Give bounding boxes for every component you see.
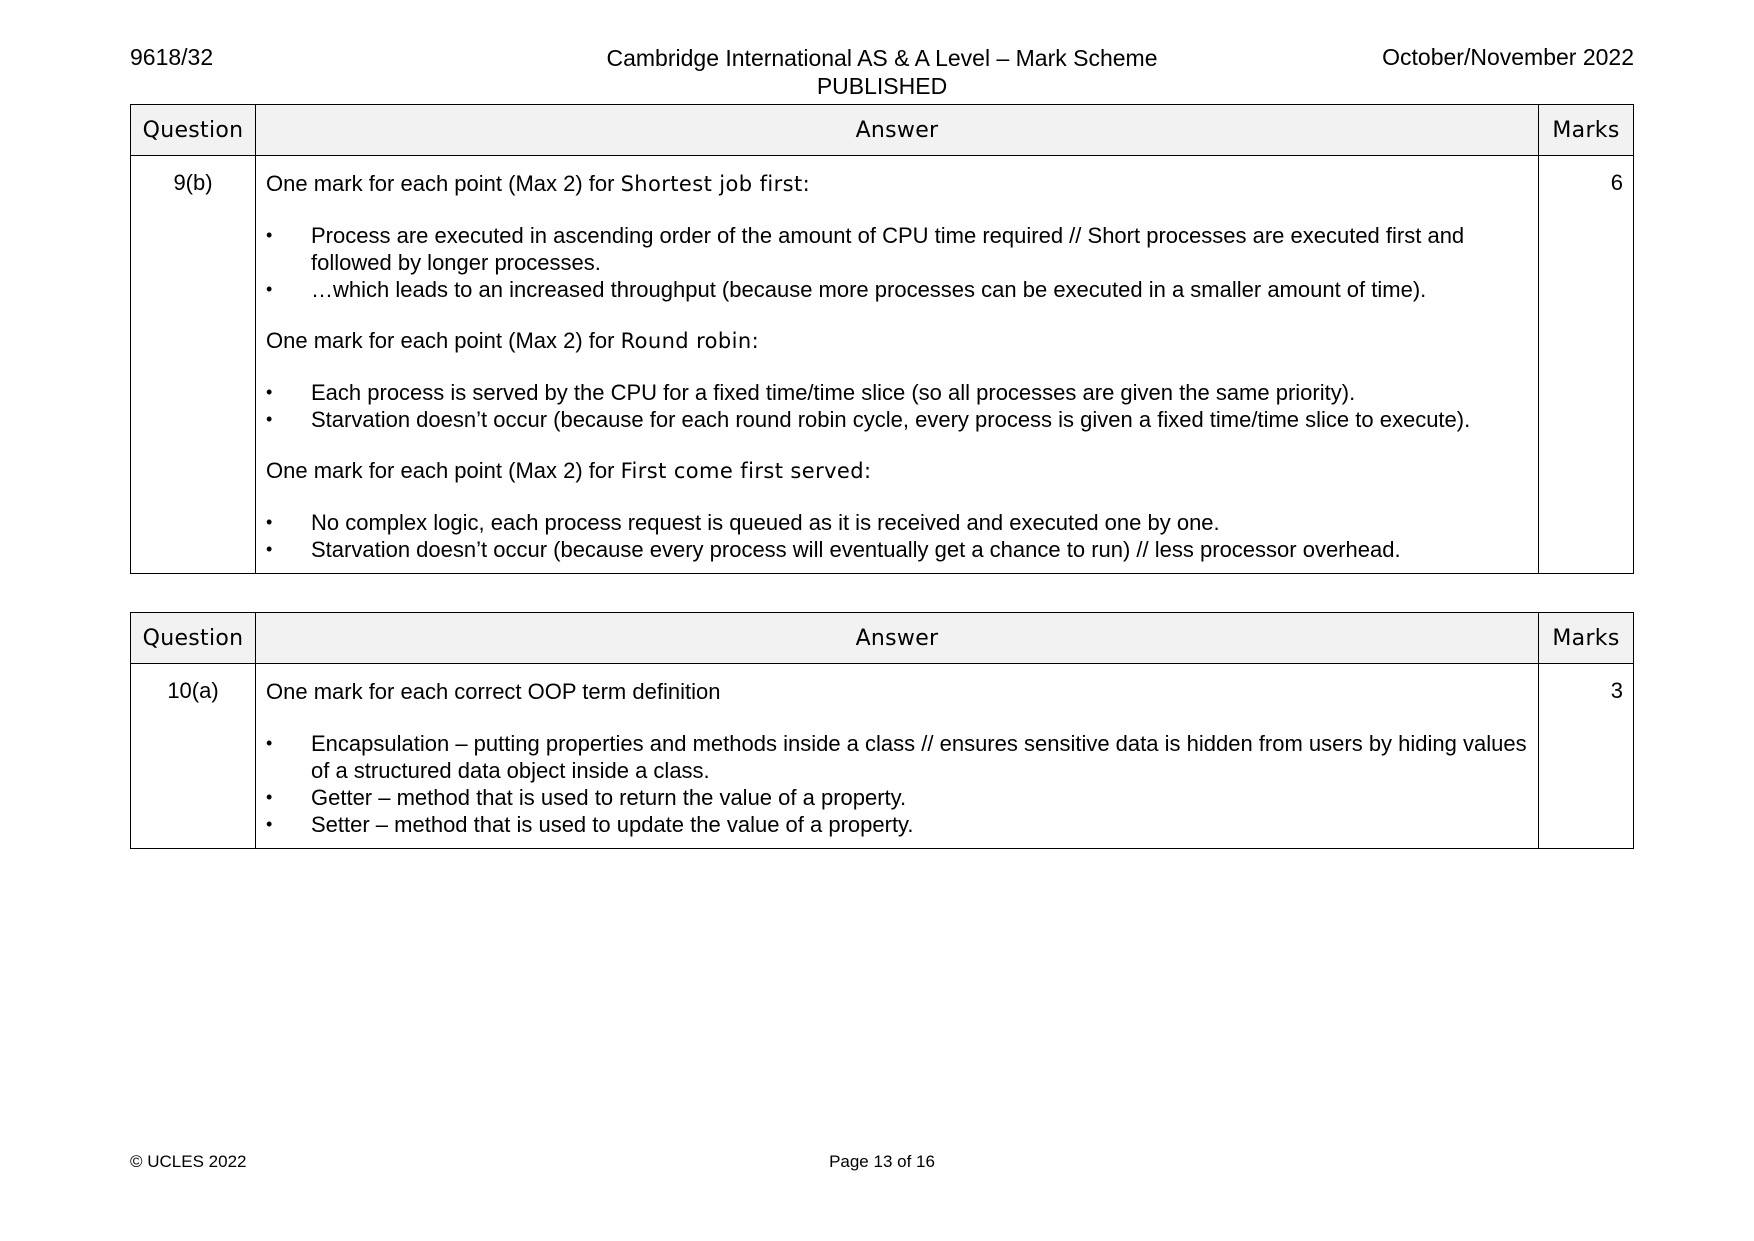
bullet-list	[266, 509, 1528, 563]
list-item: • Starvation doesn’t occur (because every process will eventually get a chance to run) // less processor overhead.	[266, 536, 1528, 563]
question-number: 9(b)	[131, 156, 256, 574]
table-header-row	[131, 105, 1634, 156]
bullet-list	[266, 730, 1528, 838]
mark-scheme-table-9b	[130, 104, 1634, 574]
bullet-list	[266, 222, 1528, 303]
list-item: • …which leads to an increased throughput (because more processes can be executed in a smaller amount of time).	[266, 276, 1528, 303]
table-row	[131, 156, 1634, 574]
scheduling-term: First come first served:	[620, 459, 872, 483]
marks-column-header: Marks	[1539, 105, 1634, 156]
list-item: • No complex logic, each process request is queued as it is received and executed one by one.	[266, 509, 1528, 536]
table-row	[131, 664, 1634, 849]
question-column-header: Question	[131, 613, 256, 664]
page-number: Page 13 of 16	[829, 1152, 935, 1171]
answer-column-header: Answer	[256, 613, 1539, 664]
table-header-row	[131, 613, 1634, 664]
marks-value: 6	[1539, 156, 1634, 574]
intro-text: One mark for each point (Max 2) for	[266, 171, 621, 196]
question-number: 10(a)	[131, 664, 256, 849]
list-item: • Encapsulation – putting properties and methods inside a class // ensures sensitive data is hidden from users by hiding values of a structured data object inside a class.	[266, 730, 1528, 784]
intro-text: One mark for each point (Max 2) for	[266, 458, 621, 483]
marks-value: 3	[1539, 664, 1634, 849]
intro-text: One mark for each point (Max 2) for	[266, 328, 621, 353]
question-column-header: Question	[131, 105, 256, 156]
answer-cell	[256, 664, 1539, 849]
page-header	[130, 44, 1634, 100]
marks-column-header: Marks	[1539, 613, 1634, 664]
list-item: • Starvation doesn’t occur (because for each round robin cycle, every process is given a fixed time/time slice to execute).	[266, 406, 1528, 433]
copyright-notice: © UCLES 2022	[130, 1152, 247, 1171]
section-intro	[266, 327, 1528, 355]
answer-column-header: Answer	[256, 105, 1539, 156]
document-title: Cambridge International AS & A Level – Mark Scheme	[606, 45, 1158, 71]
list-item: • Setter – method that is used to update the value of a property.	[266, 811, 1528, 838]
bullet-list	[266, 379, 1528, 433]
document-subtitle: PUBLISHED	[816, 73, 948, 99]
section-intro	[266, 170, 1528, 198]
section-intro	[266, 457, 1528, 485]
list-item: • Each process is served by the CPU for a fixed time/time slice (so all processes are given the same priority).	[266, 379, 1528, 406]
list-item: • Process are executed in ascending order of the amount of CPU time required // Short processes are executed first and followed by longer processes.	[266, 222, 1528, 276]
mark-scheme-table-10a	[130, 612, 1634, 849]
paper-code: 9618/32	[130, 44, 214, 70]
list-item: • Getter – method that is used to return the value of a property.	[266, 784, 1528, 811]
exam-session: October/November 2022	[1382, 44, 1634, 70]
scheduling-term: Round robin:	[620, 329, 760, 353]
answer-cell	[256, 156, 1539, 574]
section-intro: One mark for each correct OOP term definition	[266, 679, 721, 704]
scheduling-term: Shortest job first:	[620, 172, 811, 196]
